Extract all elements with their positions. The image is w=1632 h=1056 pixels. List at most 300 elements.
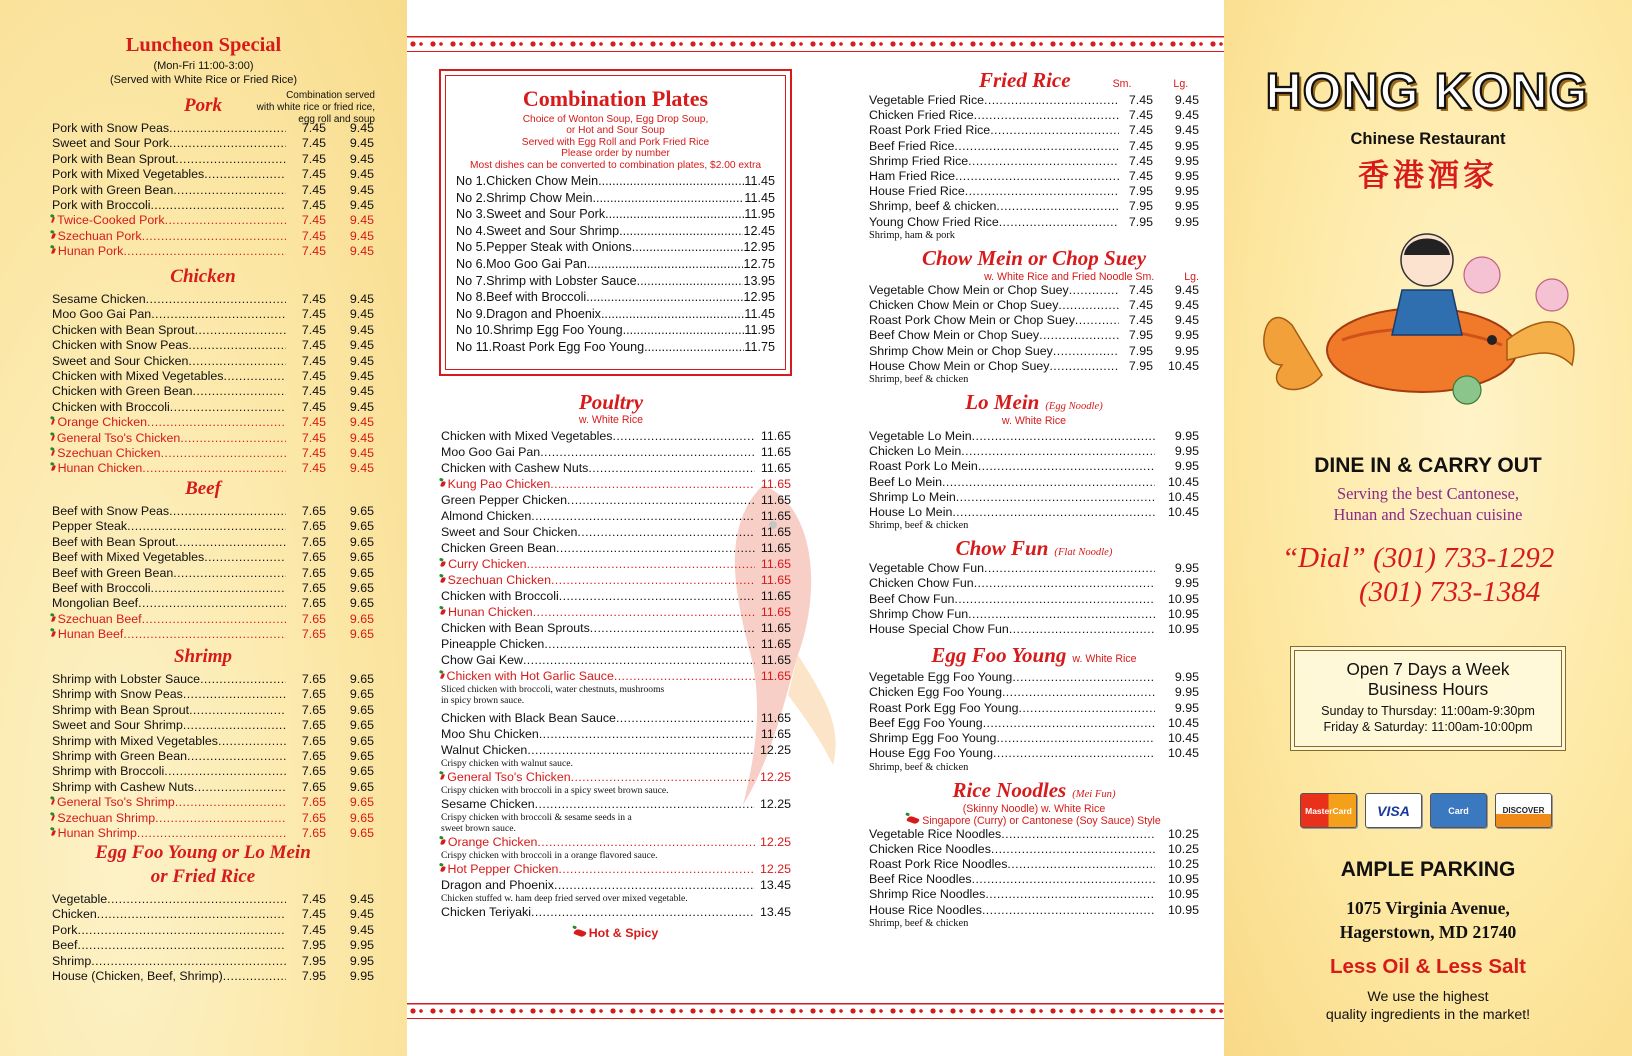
item-name: Chicken Teriyaki	[441, 905, 531, 919]
item-name: General Tso's Chicken	[56, 430, 181, 445]
price-small: 7.45	[1128, 169, 1153, 184]
item-name: House Fried Rice	[869, 184, 965, 199]
item-name: Shrimp Lo Mein	[869, 489, 956, 504]
item-name: Beef Rice Noodles	[869, 872, 972, 887]
pepper-icon	[440, 774, 445, 781]
price: 11.65	[760, 525, 791, 539]
ample-parking: AMPLE PARKING	[1340, 858, 1516, 881]
price-small: 7.95	[301, 953, 326, 968]
item-name: Chicken Chow Mein or Chop Suey	[869, 298, 1059, 313]
leader-dots	[204, 167, 286, 182]
item-name: Curry Chicken	[448, 557, 527, 571]
menu-item	[441, 460, 791, 476]
menu-item	[52, 969, 374, 984]
menu-item	[869, 716, 1199, 731]
leader-dots	[978, 459, 1155, 474]
price-small: 7.65	[301, 519, 326, 534]
item-name: Beef Egg Foo Young	[869, 715, 983, 730]
item-name: Orange Chicken	[447, 835, 538, 849]
menu-item	[52, 764, 374, 779]
phone-2[interactable]: (301) 733-1384	[1359, 576, 1541, 608]
item-name: Roast Pork Lo Mein	[869, 459, 978, 474]
menu-item	[441, 540, 791, 556]
menu-item	[52, 338, 374, 353]
combo-price: 12.45	[743, 223, 775, 238]
combo-name: Shrimp Chow Mein	[486, 190, 593, 205]
menu-item	[52, 581, 374, 596]
price: 11.65	[760, 711, 791, 725]
item-name: Beef Chow Fun	[869, 591, 955, 606]
poultry-list	[441, 428, 791, 920]
price: 12.25	[759, 797, 791, 811]
item-name: Sweet and Sour Chicken	[52, 353, 189, 368]
item-name: Chicken Egg Foo Young	[869, 685, 1002, 700]
top-border-strip	[407, 36, 1224, 52]
price-small: 7.45	[1128, 282, 1153, 297]
item-name: Shrimp Chow Fun	[869, 606, 969, 621]
fried-rice-list	[869, 93, 1199, 230]
price: 9.95	[1174, 685, 1199, 700]
luncheon-title: Luncheon Special	[125, 34, 282, 56]
menu-item	[52, 213, 374, 228]
item-name: Chicken with Bean Sprouts	[441, 621, 590, 635]
price: 11.65	[760, 445, 791, 459]
menu-item	[441, 604, 791, 620]
price-small: 7.45	[301, 292, 326, 306]
item-name: Pork with Snow Peas	[52, 121, 170, 135]
leader-dots	[127, 519, 286, 534]
item-name: Shrimp with Broccoli	[52, 764, 165, 779]
item-name: Sweet and Sour Chicken	[441, 525, 578, 539]
leader-dots	[614, 668, 755, 684]
combo-price: 13.95	[743, 273, 775, 288]
price-small: 7.45	[301, 922, 326, 937]
item-name: Szechuan Chicken	[447, 573, 551, 587]
leader-dots	[155, 811, 286, 826]
item-name: Vegetable Lo Mein	[869, 429, 972, 444]
price-large: 9.65	[349, 550, 374, 565]
combo-item	[456, 239, 775, 256]
price-small: 7.45	[301, 182, 326, 197]
price-large: 9.45	[349, 307, 374, 322]
leader-dots	[588, 460, 755, 476]
leader-dots	[78, 938, 287, 953]
section-list	[52, 292, 374, 477]
price-large: 9.95	[349, 969, 374, 984]
leader-dots	[204, 550, 286, 565]
menu-item	[52, 550, 374, 565]
price-small: 7.45	[301, 136, 326, 151]
price-large: 9.45	[349, 384, 374, 399]
pepper-icon	[51, 814, 55, 820]
price-large: 9.65	[349, 672, 374, 686]
leader-dots	[97, 907, 286, 922]
leader-dots	[147, 415, 286, 430]
pepper-icon	[51, 465, 55, 472]
menu-item	[52, 354, 374, 369]
price-large: 9.45	[1174, 108, 1199, 123]
menu-item	[52, 826, 374, 841]
menu-item	[52, 627, 374, 642]
menu-item	[441, 444, 791, 460]
leader-dots	[985, 887, 1155, 902]
combo-number: No 11.	[456, 339, 493, 354]
item-name: Shrimp Egg Foo Young	[869, 731, 997, 746]
price-small: 7.65	[301, 733, 326, 748]
combo-note: Combination served with white rice or fried rice, egg roll and soup	[256, 90, 375, 125]
price: 10.95	[1167, 606, 1199, 621]
leader-dots	[175, 795, 286, 810]
leader-dots	[974, 576, 1155, 591]
leader-dots	[1001, 827, 1155, 842]
leader-dots	[586, 289, 743, 306]
price-large: 9.95	[1174, 199, 1199, 214]
item-name: Orange Chicken	[57, 415, 148, 430]
item-name: Roast Pork Chow Mein or Chop Suey	[869, 313, 1075, 328]
luncheon-panel	[0, 0, 407, 1056]
price-large: 9.95	[349, 938, 374, 953]
menu-item	[52, 229, 374, 244]
price: 10.95	[1167, 872, 1199, 887]
menu-item	[52, 307, 374, 322]
menu-item	[869, 475, 1199, 490]
pepper-icon	[440, 609, 446, 616]
price-large: 9.95	[1174, 343, 1199, 358]
item-description: in spicy brown sauce.	[441, 695, 525, 706]
item-name: Sesame Chicken	[441, 797, 535, 811]
leader-dots	[188, 338, 286, 353]
menu-item	[869, 842, 1199, 857]
menu-item	[52, 446, 374, 461]
menu-item	[869, 298, 1199, 313]
price-small: 7.65	[301, 596, 326, 611]
menu-item	[52, 369, 374, 384]
price-small: 7.65	[301, 504, 326, 518]
leader-dots	[165, 213, 286, 228]
menu-item	[441, 834, 791, 850]
leader-dots	[965, 184, 1119, 199]
menu-item	[52, 323, 374, 338]
menu-item	[869, 872, 1199, 887]
menu-item	[869, 857, 1199, 872]
item-name: Szechuan Shrimp	[57, 810, 156, 825]
price-small: 7.45	[301, 198, 326, 213]
menu-item	[52, 687, 374, 702]
pepper-icon	[440, 560, 446, 567]
chow-fun-header: Chow Fun (Flat Noodle)	[955, 536, 1113, 561]
menu-item	[52, 923, 374, 938]
menu-item	[52, 734, 374, 749]
leader-dots	[180, 431, 286, 446]
leader-dots	[188, 354, 286, 369]
price-large: 9.45	[349, 151, 374, 166]
restaurant-logo: HONG KONG	[1265, 63, 1589, 119]
fried-rice-title: Fried Rice	[979, 68, 1071, 92]
item-name: Beef with Mixed Vegetables	[52, 550, 205, 565]
price-large: 9.95	[1174, 138, 1199, 153]
item-name: House Rice Noodles	[869, 902, 982, 917]
leader-dots	[195, 323, 286, 338]
price-large: 9.65	[349, 581, 374, 596]
phone-1[interactable]: “Dial” (301) 733-1292	[1282, 542, 1555, 574]
price-large: 9.45	[1174, 123, 1199, 138]
item-name: Hunan Chicken	[57, 461, 143, 476]
item-name: Chicken with Green Bean	[52, 384, 193, 399]
menu-item	[441, 877, 791, 893]
price: 10.95	[1167, 887, 1199, 902]
price-large: 9.45	[349, 244, 374, 259]
menu-item	[52, 811, 374, 826]
item-name: Pork with Bean Sprout	[52, 151, 176, 166]
item-name: Vegetable Fried Rice	[869, 93, 985, 107]
price-small: 7.65	[301, 581, 326, 596]
leader-dots	[991, 842, 1155, 857]
quality-text: We use the highest quality ingredients in the market!	[1325, 989, 1531, 1023]
rice-noodles-header: Rice Noodles (Mei Fun)	[952, 777, 1116, 802]
price-large: 9.45	[349, 136, 374, 151]
section-list	[52, 504, 374, 643]
leader-dots	[544, 636, 755, 652]
leader-dots	[189, 703, 286, 718]
section-list	[52, 121, 374, 260]
item-description: Crispy chicken with walnut sauce.	[441, 758, 573, 769]
leader-dots	[187, 749, 286, 764]
combo-name: Sweet and Sour Shrimp	[486, 223, 620, 238]
leader-dots	[161, 446, 286, 461]
leader-dots	[175, 535, 286, 550]
price-large: 9.45	[1174, 93, 1199, 107]
price-large: 9.45	[349, 167, 374, 182]
combo-item	[456, 206, 775, 223]
leader-dots	[142, 229, 286, 244]
price: 9.95	[1174, 670, 1199, 685]
leader-dots	[539, 726, 755, 742]
menu-panel	[407, 0, 1224, 1056]
business-hours-box: Open 7 Days a Week Business Hours Sunday to Thursday: 11:00am-9:30pm Friday & Saturday: 11:00am-10:00pm	[1290, 646, 1566, 751]
menu-item	[52, 415, 374, 430]
price-large: 9.65	[349, 519, 374, 534]
menu-item	[441, 572, 791, 588]
price-small: 7.95	[1128, 214, 1153, 229]
leader-dots	[193, 384, 286, 399]
item-name: Roast Pork Egg Foo Young	[869, 700, 1019, 715]
menu-item	[52, 461, 374, 476]
price-large: 9.45	[1174, 313, 1199, 328]
item-name: Vegetable Chow Mein or Chop Suey	[869, 282, 1069, 297]
item-name: Beef with Snow Peas	[52, 504, 170, 518]
price-large: 9.45	[349, 322, 374, 337]
luncheon-section	[52, 265, 374, 477]
price-large: 9.95	[1174, 184, 1199, 199]
bottom-border-strip	[407, 1003, 1224, 1019]
leader-dots	[146, 292, 286, 307]
pepper-icon	[51, 616, 55, 623]
price: 9.95	[1174, 700, 1199, 715]
price-small: 7.45	[301, 461, 326, 476]
combo-number: No 10.	[456, 323, 494, 338]
leader-dots	[169, 136, 286, 151]
price-large: 9.45	[349, 292, 374, 306]
item-name: Vegetable Rice Noodles	[869, 826, 1002, 841]
price-large: 9.65	[349, 504, 374, 518]
price: 10.25	[1167, 841, 1199, 856]
leader-dots	[619, 223, 743, 240]
menu-item	[52, 749, 374, 764]
menu-item	[52, 938, 374, 953]
item-name: Vegetable	[52, 892, 108, 906]
payment-cards	[1300, 793, 1552, 828]
item-name: Pork with Green Bean	[52, 182, 174, 197]
item-name: Chicken Fried Rice	[869, 108, 974, 123]
price-large: 9.95	[1174, 328, 1199, 343]
leader-dots	[531, 508, 755, 524]
menu-item	[869, 444, 1199, 459]
chow-mein-list	[869, 283, 1199, 374]
menu-item	[869, 887, 1199, 902]
item-name: Chicken with Black Bean Sauce	[441, 711, 616, 725]
item-description: Crispy chicken with broccoli in a spicy sweet brown sauce.	[441, 785, 669, 796]
leader-dots	[637, 273, 744, 290]
menu-item	[869, 429, 1199, 444]
menu-item	[869, 169, 1199, 184]
less-oil-salt: Less Oil & Less Salt	[1330, 955, 1526, 978]
menu-item	[869, 622, 1199, 637]
section-title: Beef	[185, 478, 221, 499]
price: 9.95	[1174, 576, 1199, 591]
item-name: Young Chow Fried Rice	[869, 214, 999, 229]
menu-item	[869, 359, 1199, 374]
price-large: 9.45	[349, 430, 374, 445]
price: 10.95	[1167, 591, 1199, 606]
combo-price: 11.45	[744, 174, 775, 189]
poultry-title: Poultry	[578, 390, 644, 414]
section-list	[52, 892, 374, 984]
leader-dots	[956, 490, 1155, 505]
combo-price: 12.95	[743, 240, 775, 255]
leader-dots	[601, 306, 744, 323]
combo-item	[456, 273, 775, 290]
item-name: Szechuan Pork	[57, 228, 142, 243]
item-name: Chicken with Broccoli	[52, 399, 170, 414]
pepper-icon	[440, 577, 445, 584]
rice-noodles-note: Shrimp, beef & chicken	[869, 917, 969, 929]
item-name: House Lo Mein	[869, 505, 953, 520]
price: 11.65	[760, 461, 791, 475]
leader-dots	[983, 716, 1155, 731]
leader-dots	[540, 444, 755, 460]
menu-item	[441, 492, 791, 508]
price-large: 9.45	[349, 892, 374, 906]
price: 11.65	[760, 557, 791, 571]
menu-item	[869, 685, 1199, 700]
menu-item	[52, 183, 374, 198]
combo-number: No 4.	[456, 223, 487, 238]
price-small: 7.45	[301, 415, 326, 430]
leader-dots	[169, 504, 286, 519]
price-small: 7.45	[301, 121, 326, 135]
price-small: 7.45	[301, 338, 326, 353]
price-large: 9.65	[349, 565, 374, 580]
price-small: 7.65	[301, 795, 326, 810]
leader-dots	[605, 206, 744, 223]
combo-price: 11.45	[744, 306, 775, 321]
item-name: Beef Fried Rice	[869, 138, 955, 153]
item-name: Chicken Lo Mein	[869, 444, 962, 459]
price-large: 9.45	[349, 446, 374, 461]
menu-item	[441, 620, 791, 636]
price-small: 7.95	[1128, 199, 1153, 214]
menu-item	[441, 508, 791, 524]
serving-text: Serving the best Cantonese, Hunan and Szechuan cuisine	[1333, 484, 1523, 524]
menu-item	[52, 612, 374, 627]
price-large: 9.65	[349, 826, 374, 841]
price-small: 7.65	[301, 718, 326, 733]
price-small: 7.45	[301, 167, 326, 182]
menu-item	[52, 136, 374, 151]
menu-item	[441, 726, 791, 742]
leader-dots	[954, 139, 1119, 154]
price-large: 9.45	[349, 228, 374, 243]
item-name: Hunan Pork	[57, 244, 124, 259]
pepper-icon	[51, 435, 55, 441]
price-large: 9.65	[349, 596, 374, 611]
menu-item	[869, 701, 1199, 716]
combo-number: No 9.	[456, 306, 487, 321]
leader-dots	[1002, 685, 1155, 700]
menu-item	[52, 535, 374, 550]
menu-item	[869, 108, 1199, 123]
combo-item	[456, 190, 775, 207]
leader-dots	[173, 183, 286, 198]
price-small: 7.65	[301, 687, 326, 702]
price: 10.95	[1167, 902, 1199, 917]
leader-dots	[107, 892, 286, 907]
item-name: Chicken with Mixed Vegetables	[441, 429, 613, 443]
combo-number: No 2.	[456, 190, 487, 205]
item-name: House Chow Mein or Chop Suey	[869, 358, 1050, 373]
item-name: Chicken	[52, 907, 97, 922]
price-large: 9.65	[349, 749, 374, 764]
item-name: Chicken Rice Noodles	[869, 841, 991, 856]
chow-mein-note: Shrimp, beef & chicken	[869, 374, 969, 386]
menu-item	[441, 524, 791, 540]
luncheon-section	[52, 94, 374, 260]
pepper-icon	[440, 481, 445, 488]
leader-dots	[123, 244, 286, 259]
leader-dots	[138, 596, 286, 611]
price-large: 9.65	[349, 718, 374, 733]
price: 11.65	[760, 477, 791, 491]
menu-item	[869, 561, 1199, 576]
menu-item	[441, 710, 791, 726]
combo-number: No 5.	[456, 240, 487, 255]
combo-number: No 1.	[456, 174, 487, 189]
item-name: Vegetable Chow Fun	[869, 561, 985, 576]
price-large: 9.45	[349, 922, 374, 937]
price: 10.95	[1167, 622, 1199, 637]
combo-number: No 7.	[456, 273, 487, 288]
menu-item	[869, 184, 1199, 199]
leader-dots	[164, 764, 286, 779]
price-small: 7.65	[301, 810, 326, 825]
menu-item	[52, 566, 374, 581]
menu-item	[869, 903, 1199, 918]
leader-dots	[123, 627, 286, 642]
price: 11.65	[760, 621, 791, 635]
leader-dots	[200, 672, 286, 687]
price-small: 7.45	[1128, 108, 1153, 123]
menu-item	[869, 607, 1199, 622]
